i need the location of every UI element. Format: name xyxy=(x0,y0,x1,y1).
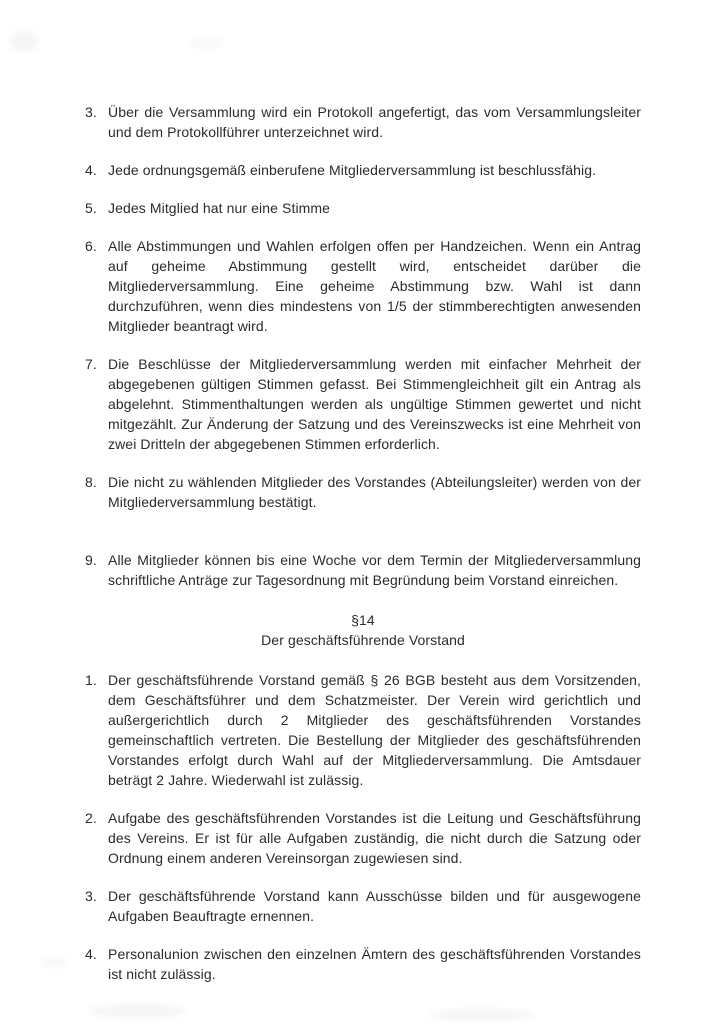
list-item xyxy=(85,160,641,180)
section-title: Der geschäftsführende Vorstand xyxy=(261,632,465,648)
list-item-text: Die nicht zu wählenden Mitglieder des Vorstandes (Abteilungsleiter) werden von der Mitgliederversammlung bestätigt. xyxy=(108,474,641,510)
list-item-number: 5. xyxy=(85,200,97,216)
section-paragraph-number: §14 xyxy=(351,612,375,628)
list-item-text: Die Beschlüsse der Mitgliederversammlung werden mit einfacher Mehrheit der abgegebenen gültigen Stimmen gefasst. Bei Stimmengleichheit gilt ein Antrag als abgelehnt. Stimmenthaltungen werden als ungültige Stimmen gewertet und nicht mitgezählt. Zur Änderung der Satzung und des Vereinszwecks ist eine Mehrheit von zwei Dritteln der abgegebenen Stimmen erforderlich. xyxy=(108,356,641,452)
list-item-number: 9. xyxy=(85,552,97,568)
list-item-number: 4. xyxy=(85,946,97,962)
list-item xyxy=(85,886,641,926)
list-item xyxy=(85,236,641,336)
section-heading xyxy=(85,610,641,650)
list-item-text: Der geschäftsführende Vorstand gemäß § 26 BGB besteht aus dem Vorsitzenden, dem Geschäftsführer und dem Schatzmeister. Der Verein wird gerichtlich und außergerichtlich durch 2 Mitglieder des geschäftsführenden Vorstandes gemeinschaftlich vertreten. Die Bestellung der Mitglieder des geschäftsführenden Vorstandes erfolgt durch Wahl auf der Mitgliederversammlung. Die Amtsdauer beträgt 2 Jahre. Wiederwahl ist zulässig. xyxy=(108,672,641,788)
scan-smudge xyxy=(88,1004,188,1018)
list-item-number: 2. xyxy=(85,810,97,826)
list-item xyxy=(85,102,641,142)
list-item-number: 6. xyxy=(85,238,97,254)
list-item xyxy=(85,550,641,590)
numbered-list-mitgliederversammlung xyxy=(85,102,641,590)
scan-smudge xyxy=(190,38,224,48)
list-item-text: Personalunion zwischen den einzelnen Ämtern des geschäftsführenden Vorstandes ist nicht zulässig. xyxy=(108,946,641,982)
list-item-number: 3. xyxy=(85,888,97,904)
list-item xyxy=(85,198,641,218)
list-item-number: 7. xyxy=(85,356,97,372)
list-item-text: Aufgabe des geschäftsführenden Vorstandes ist die Leitung und Geschäftsführung des Vereins. Er ist für alle Aufgaben zuständig, die nicht durch die Satzung oder Ordnung einem anderen Vereinsorgan zugewiesen sind. xyxy=(108,810,641,866)
list-item xyxy=(85,808,641,868)
scan-smudge xyxy=(42,958,68,967)
list-item xyxy=(85,354,641,454)
list-item-text: Über die Versammlung wird ein Protokoll angefertigt, das vom Versammlungsleiter und dem Protokollführer unterzeichnet wird. xyxy=(108,104,641,140)
numbered-list-vorstand xyxy=(85,670,641,984)
list-item-text: Jede ordnungsgemäß einberufene Mitgliederversammlung ist beschlussfähig. xyxy=(108,162,597,178)
list-item-text: Alle Mitglieder können bis eine Woche vor dem Termin der Mitgliederversammlung schriftliche Anträge zur Tagesordnung mit Begründung beim Vorstand einreichen. xyxy=(108,552,641,588)
list-item-number: 1. xyxy=(85,672,97,688)
scan-smudge xyxy=(10,30,38,52)
list-item xyxy=(85,670,641,790)
list-item-text: Alle Abstimmungen und Wahlen erfolgen offen per Handzeichen. Wenn ein Antrag auf geheime Abstimmung gestellt wird, entscheidet darüber die Mitgliederversammlung. Eine geheime Abstimmung bzw. Wahl ist dann durchzuführen, wenn dies mindestens von 1/5 der stimmberechtigten anwesenden Mitglieder beantragt wird. xyxy=(108,238,641,334)
list-item-text: Der geschäftsführende Vorstand kann Ausschüsse bilden und für ausgewogene Aufgaben Beauftragte ernennen. xyxy=(108,888,641,924)
list-item-number: 3. xyxy=(85,104,97,120)
list-item-text: Jedes Mitglied hat nur eine Stimme xyxy=(108,200,331,216)
scan-smudge xyxy=(428,1009,534,1021)
list-item xyxy=(85,944,641,984)
list-item-number: 8. xyxy=(85,474,97,490)
list-item xyxy=(85,472,641,512)
list-item-number: 4. xyxy=(85,162,97,178)
document-content xyxy=(85,102,641,1002)
